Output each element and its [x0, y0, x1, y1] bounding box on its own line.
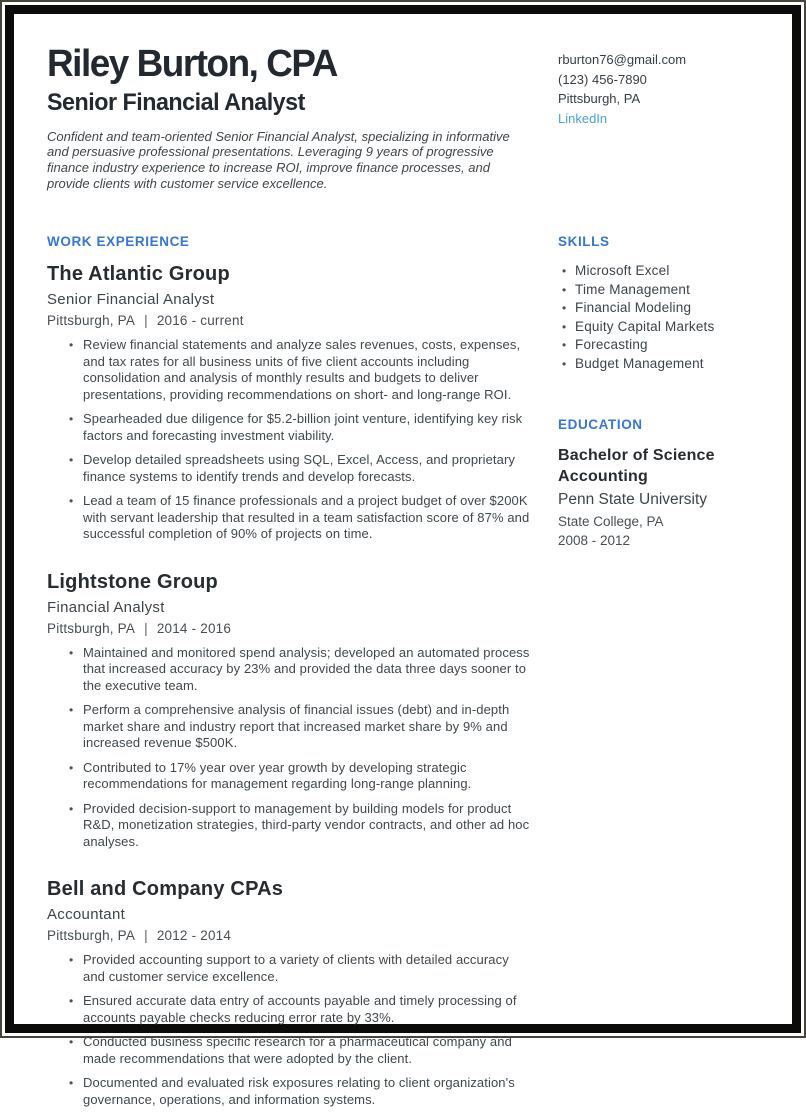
job-entry	[47, 570, 532, 851]
job-bullet: • Perform a comprehensive analysis of financial issues (debt) and in-depth market share and industry report that increased market share by 9% and increased revenue $500K.	[83, 702, 532, 752]
skills-section	[558, 234, 760, 373]
candidate-title: Senior Financial Analyst	[47, 89, 305, 117]
education-dates: 2008 - 2012	[558, 533, 631, 549]
job-bullet: • Ensured accurate data entry of accounts payable and timely processing of accounts payable checks reducing error rate by 33%.	[83, 993, 532, 1026]
meta-separator: |	[144, 928, 148, 944]
company-name: Lightstone Group	[47, 570, 218, 593]
job-location: Pittsburgh, PA	[47, 313, 136, 329]
job-entry	[47, 262, 532, 543]
job-meta	[47, 928, 532, 943]
skill-item: • Equity Capital Markets	[575, 318, 760, 337]
work-experience-section	[47, 234, 532, 1116]
skill-item: • Time Management	[575, 281, 760, 300]
skills-list	[558, 262, 760, 373]
job-bullet: • Provided accounting support to a variety of clients with detailed accuracy and customer service excellence.	[83, 952, 532, 985]
job-meta	[47, 313, 532, 328]
job-bullet: • Lead a team of 15 finance professionals and a project budget of over $200K with servant leadership that resulted in a team satisfaction score of 87% and successful completion of 90% of projects on time.	[83, 493, 532, 543]
job-dates: 2016 - current	[156, 313, 244, 329]
skill-item: • Microsoft Excel	[575, 262, 760, 281]
company-name: The Atlantic Group	[47, 263, 230, 286]
contact-location: Pittsburgh, PA	[558, 91, 641, 106]
skill-item: • Forecasting	[575, 336, 760, 355]
education-school: Penn State University	[558, 491, 708, 509]
job-title: Financial Analyst	[47, 598, 165, 616]
meta-separator: |	[144, 620, 148, 636]
contact-phone: (123) 456-7890	[558, 71, 647, 87]
job-bullet: • Provided decision-support to management by building models for product R&D, monetization strategies, third-party vendor contracts, and other ad hoc analyses.	[83, 801, 532, 851]
job-meta	[47, 621, 532, 636]
contact-email: rburton76@gmail.com	[558, 52, 687, 67]
job-dates: 2012 - 2014	[156, 928, 232, 944]
contact-block	[558, 44, 760, 192]
work-experience-heading: WORK EXPERIENCE	[47, 234, 190, 250]
job-bullet: • Conducted business specific research for a pharmaceutical company and made recommendations that were adopted by the client.	[83, 1034, 532, 1067]
job-location: Pittsburgh, PA	[47, 928, 136, 944]
skills-heading: SKILLS	[558, 234, 610, 250]
meta-separator: |	[144, 313, 148, 329]
resume-page	[5, 5, 801, 1107]
job-bullet-list	[47, 337, 532, 543]
job-bullet-list	[47, 645, 532, 851]
summary-text: Confident and team-oriented Senior Financial Analyst, specializing in informative and persuasive professional presentations. Leveraging 9 years of progressive finance industry experience to increase ROI, improve finance processes, and provide clients with customer service excellence.	[47, 128, 510, 192]
job-bullet: • Maintained and monitored spend analysis; developed an automated process that increased accuracy by 23% and provided the data three days sooner to the executive team.	[83, 645, 532, 695]
education-degree: Bachelor of Science Accounting	[558, 447, 715, 486]
job-bullet: • Contributed to 17% year over year growth by developing strategic recommendations for management regarding long-range planning.	[83, 760, 532, 793]
skill-item: • Budget Management	[575, 355, 760, 374]
resume-header	[47, 44, 532, 192]
education-location: State College, PA	[558, 514, 664, 530]
linkedin-link[interactable]: LinkedIn	[558, 110, 608, 126]
education-section	[558, 417, 760, 550]
job-bullet-list	[47, 952, 532, 1108]
skill-item: • Financial Modeling	[575, 299, 760, 318]
job-title: Senior Financial Analyst	[47, 291, 215, 309]
company-name: Bell and Company CPAs	[47, 878, 284, 901]
job-location: Pittsburgh, PA	[47, 620, 136, 636]
job-bullet: • Spearheaded due diligence for $5.2-billion joint venture, identifying key risk factors and forecasting investment viability.	[83, 411, 532, 444]
candidate-name: Riley Burton, CPA	[47, 43, 337, 85]
sidebar	[558, 234, 760, 1116]
job-title: Accountant	[47, 906, 126, 924]
job-bullet: • Documented and evaluated risk exposures relating to client organization's governance, operations, and information systems.	[83, 1075, 532, 1108]
job-dates: 2014 - 2016	[156, 620, 232, 636]
education-heading: EDUCATION	[558, 417, 643, 433]
job-entry	[47, 877, 532, 1108]
job-bullet: • Review financial statements and analyze sales revenues, costs, expenses, and tax rates for all business units of five client accounts including consolidation and analysis of monthly results and budgets to deliver presentations, providing recommendations on short- and long-range ROI.	[83, 337, 532, 403]
job-bullet: • Develop detailed spreadsheets using SQL, Excel, Access, and proprietary finance systems to identify trends and develop forecasts.	[83, 452, 532, 485]
